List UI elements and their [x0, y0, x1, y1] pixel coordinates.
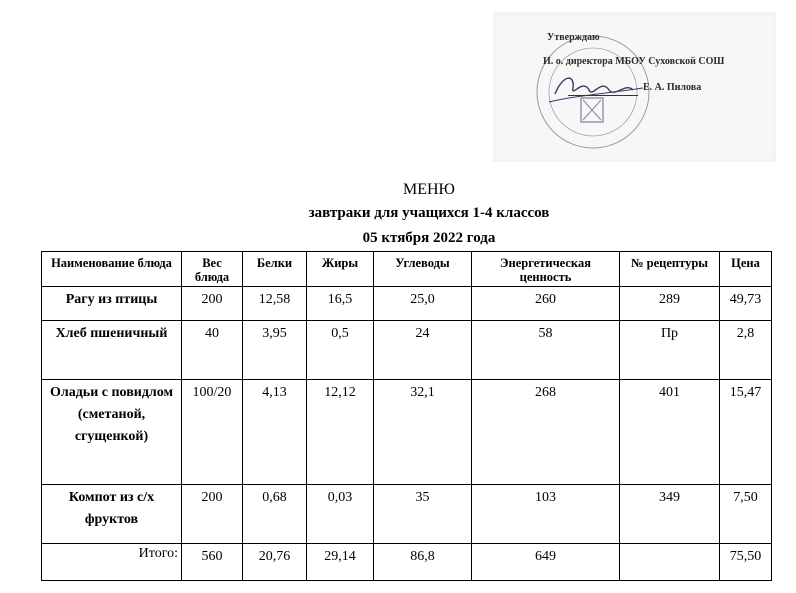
dish-protein: 4,13 [243, 380, 307, 485]
dish-recipe: 401 [620, 380, 720, 485]
total-protein: 20,76 [243, 544, 307, 581]
table-total-row [42, 544, 772, 581]
signature-line [568, 95, 638, 96]
total-weight: 560 [182, 544, 243, 581]
dish-energy: 103 [472, 485, 620, 544]
dish-price: 2,8 [720, 321, 772, 380]
dish-name: Оладьи с повидлом (сметаной, сгущенкой) [42, 380, 182, 485]
dish-carbs: 25,0 [374, 287, 472, 321]
dish-carbs: 35 [374, 485, 472, 544]
dish-fat: 0,03 [307, 485, 374, 544]
dish-protein: 12,58 [243, 287, 307, 321]
table-row [42, 287, 772, 321]
page-subtitle: завтраки для учащихся 1-4 классов [308, 205, 550, 221]
approval-line-approve: Утверждаю [547, 32, 600, 43]
column-header: Вес блюда [182, 252, 243, 287]
total-energy: 649 [472, 544, 620, 581]
approval-line-name: Е. А. Пилова [643, 82, 702, 93]
approval-block [493, 12, 776, 162]
column-header: Углеводы [374, 252, 472, 287]
column-header: Наименование блюда [42, 252, 182, 287]
dish-weight: 100/20 [182, 380, 243, 485]
dish-name: Компот из с/х фруктов [42, 485, 182, 544]
dish-recipe: 349 [620, 485, 720, 544]
dish-carbs: 32,1 [374, 380, 472, 485]
column-header: Энергетическая ценность [472, 252, 620, 287]
column-header: Жиры [307, 252, 374, 287]
table-row [42, 380, 772, 485]
dish-weight: 40 [182, 321, 243, 380]
total-carbs: 86,8 [374, 544, 472, 581]
dish-weight: 200 [182, 287, 243, 321]
dish-recipe: Пр [620, 321, 720, 380]
dish-name: Рагу из птицы [42, 287, 182, 321]
column-header: Цена [720, 252, 772, 287]
dish-energy: 260 [472, 287, 620, 321]
column-header: Белки [243, 252, 307, 287]
dish-price: 49,73 [720, 287, 772, 321]
dish-name: Хлеб пшеничный [42, 321, 182, 380]
dish-fat: 0,5 [307, 321, 374, 380]
dish-weight: 200 [182, 485, 243, 544]
dish-carbs: 24 [374, 321, 472, 380]
table-header-row [42, 252, 772, 287]
dish-fat: 12,12 [307, 380, 374, 485]
stamp-signature-graphic [493, 12, 776, 162]
page-date: 05 ктября 2022 года [362, 230, 496, 246]
total-price: 75,50 [720, 544, 772, 581]
dish-fat: 16,5 [307, 287, 374, 321]
page-title: МЕНЮ [403, 181, 455, 198]
dish-price: 7,50 [720, 485, 772, 544]
menu-table [41, 251, 772, 581]
table-row [42, 485, 772, 544]
dish-price: 15,47 [720, 380, 772, 485]
dish-protein: 3,95 [243, 321, 307, 380]
table-row [42, 321, 772, 380]
total-label: Итого: [42, 544, 182, 581]
total-recipe [620, 544, 720, 581]
column-header: № рецептуры [620, 252, 720, 287]
dish-energy: 58 [472, 321, 620, 380]
dish-recipe: 289 [620, 287, 720, 321]
approval-line-position: И. о. директора МБОУ Суховской СОШ [543, 56, 725, 67]
dish-energy: 268 [472, 380, 620, 485]
total-fat: 29,14 [307, 544, 374, 581]
dish-protein: 0,68 [243, 485, 307, 544]
